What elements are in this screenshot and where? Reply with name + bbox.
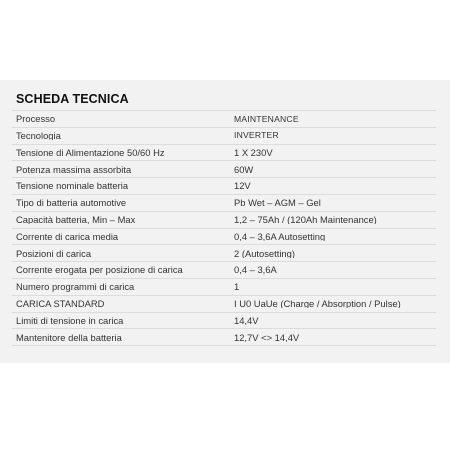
spec-label: Corrente erogata per posizione di carica (16, 265, 183, 275)
spec-value: 2 (Autosetting) (234, 248, 295, 258)
spec-row-processo (12, 110, 436, 128)
spec-label: Mantenitore della batteria (16, 332, 122, 342)
spec-label: Tensione di Alimentazione 50/60 Hz (16, 147, 165, 158)
spec-value: 0,4 – 3,6A Autosetting (234, 231, 326, 242)
spec-value: 1 X 230V (234, 147, 273, 158)
spec-row-corrente-media (12, 229, 436, 246)
spec-row-programmi (12, 279, 436, 296)
spec-value: 1,2 – 75Ah / (120Ah Maintenance) (234, 214, 377, 225)
spec-label: Processo (16, 114, 56, 124)
spec-value: 1 (234, 282, 240, 292)
spec-row-tipo-batteria (12, 195, 436, 212)
spec-label: Potenza massima assorbita (16, 164, 132, 174)
spec-label: Tipo di batteria automotive (16, 198, 127, 208)
spec-value: INVERTER (234, 131, 279, 140)
spec-row-carica-standard (12, 296, 436, 313)
spec-row-limiti-tensione (12, 313, 436, 330)
spec-label: Tecnologia (16, 130, 61, 141)
spec-row-corrente-erogata (12, 262, 436, 279)
spec-label: Posizioni di carica (16, 248, 92, 258)
spec-label: Numero programmi di carica (16, 282, 135, 292)
spec-value: 60W (234, 164, 254, 174)
section-title: SCHEDA TECNICA (16, 92, 129, 106)
spec-row-potenza (12, 161, 436, 178)
spec-label: Capacità batteria, Min – Max (16, 214, 136, 225)
spec-value: Pb Wet – AGM – Gel (234, 198, 321, 208)
spec-value: 0,4 – 3,6A (234, 265, 277, 275)
spec-value: MAINTENANCE (234, 114, 299, 124)
spec-row-tecnologia (12, 128, 436, 145)
spec-label: Corrente di carica media (16, 231, 119, 242)
spec-row-tensione-nominale (12, 178, 436, 195)
spec-row-posizioni (12, 245, 436, 262)
spec-row-mantenitore (12, 329, 436, 346)
spec-row-tensione-alimentazione (12, 145, 436, 162)
spec-row-capacita (12, 212, 436, 229)
spec-value: I U0 UaUe (Charge / Absorption / Pulse) (234, 298, 401, 309)
spec-value: 12,7V <> 14,4V (234, 332, 300, 342)
spec-label: Tensione nominale batteria (16, 181, 129, 191)
spec-table (12, 110, 436, 346)
spec-value: 14,4V (234, 315, 259, 326)
spec-label: Limiti di tensione in carica (16, 315, 124, 326)
spec-value: 12V (234, 181, 251, 191)
spec-label: CARICA STANDARD (16, 298, 105, 309)
